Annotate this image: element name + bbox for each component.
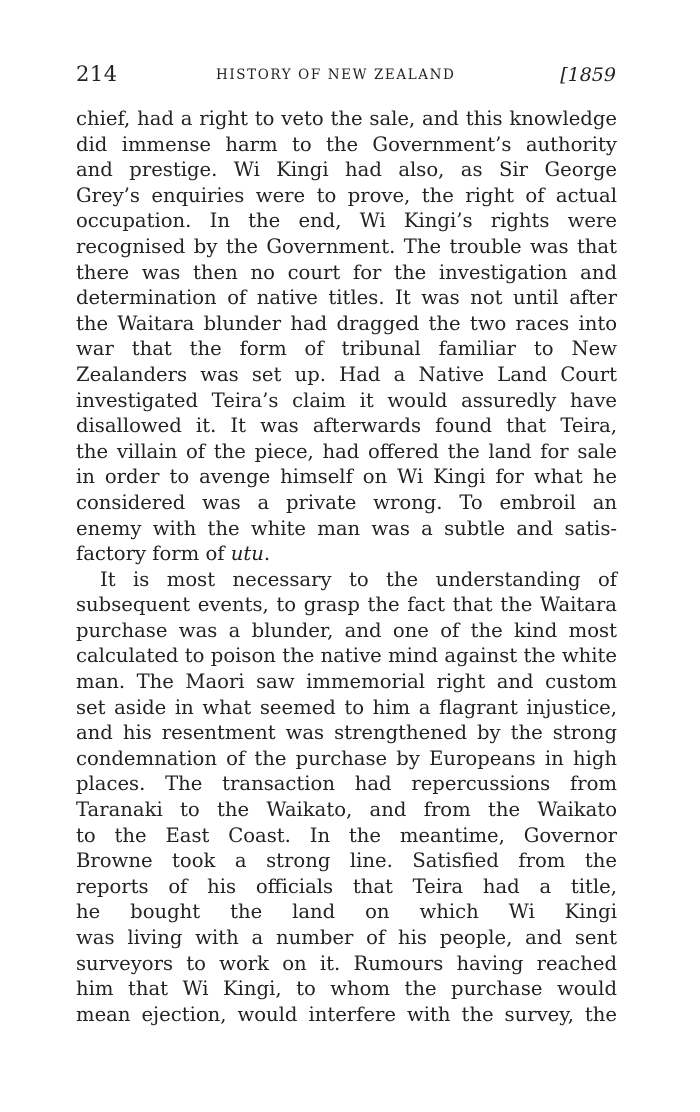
italic-term: utu	[230, 542, 264, 566]
text-line: enemy with the white man was a subtle and satis-	[76, 516, 617, 540]
header-year: [1859	[560, 64, 616, 86]
paragraph-2	[76, 567, 617, 1028]
text-line: there was then no court for the investigation and	[76, 260, 617, 284]
page-header	[76, 62, 616, 88]
text-line: places. The transaction had repercussions from	[76, 772, 617, 796]
text-line: calculated to poison the native mind against the white	[76, 644, 617, 668]
text-line: Grey’s enquiries were to prove, the right of actual	[76, 183, 617, 207]
text-line: him that Wi Kingi, to whom the purchase would	[76, 977, 617, 1001]
running-title: HISTORY OF NEW ZEALAND	[216, 67, 456, 83]
text-line: set aside in what seemed to him a flagrant injustice,	[76, 695, 617, 719]
text-line-last	[76, 541, 617, 567]
text-line: he bought the land on which Wi Kingi	[76, 900, 617, 924]
text-line: purchase was a blunder, and one of the kind most	[76, 618, 617, 642]
text-line: surveyors to work on it. Rumours having reached	[76, 951, 617, 975]
text-line: occupation. In the end, Wi Kingi’s rights were	[76, 209, 617, 233]
text-line: and his resentment was strengthened by the strong	[76, 721, 617, 745]
text-line: disallowed it. It was afterwards found that Teira,	[76, 414, 617, 438]
text-line: in order to avenge himself on Wi Kingi for what he	[76, 465, 617, 489]
text-line-indented: It is most necessary to the understanding of	[100, 567, 617, 591]
text-line: subsequent events, to grasp the fact that the Waitara	[76, 593, 617, 617]
text-line: mean ejection, would interfere with the survey, the	[76, 1002, 617, 1026]
text-line: chief, had a right to veto the sale, and this knowledge	[76, 107, 617, 130]
page-number: 214	[76, 62, 118, 86]
text-line: the villain of the piece, had offered the land for sale	[76, 439, 617, 463]
text-line: determination of native titles. It was not until after	[76, 286, 617, 310]
text-line: was living with a number of his people, and sent	[76, 926, 617, 949]
text-line: Browne took a strong line. Satisfied from the	[76, 849, 617, 873]
text-line: Zealanders was set up. Had a Native Land Court	[76, 362, 617, 386]
text-line: did immense harm to the Government’s authority	[76, 132, 617, 156]
text-line: recognised by the Government. The trouble was that	[76, 234, 617, 258]
body-text	[76, 106, 617, 1027]
text-line: investigated Teira’s claim it would assuredly have	[76, 388, 617, 412]
text-line: condemnation of the purchase by Europeans in high	[76, 746, 617, 770]
text-line: considered was a private wrong. To embroil an	[76, 490, 617, 514]
text-line: and prestige. Wi Kingi had also, as Sir George	[76, 158, 617, 182]
text-line: to the East Coast. In the meantime, Governor	[76, 823, 617, 847]
text-line: man. The Maori saw immemorial right and custom	[76, 670, 617, 694]
text-line: war that the form of tribunal familiar to New	[76, 337, 617, 361]
paragraph-1	[76, 106, 617, 567]
text-line: reports of his officials that Teira had a title,	[76, 874, 617, 898]
text-line: the Waitara blunder had dragged the two races into	[76, 311, 617, 335]
text-line-prefix: factory form of	[76, 542, 231, 566]
text-line-suffix: .	[263, 542, 271, 566]
text-line: Taranaki to the Waikato, and from the Waikato	[76, 798, 617, 822]
